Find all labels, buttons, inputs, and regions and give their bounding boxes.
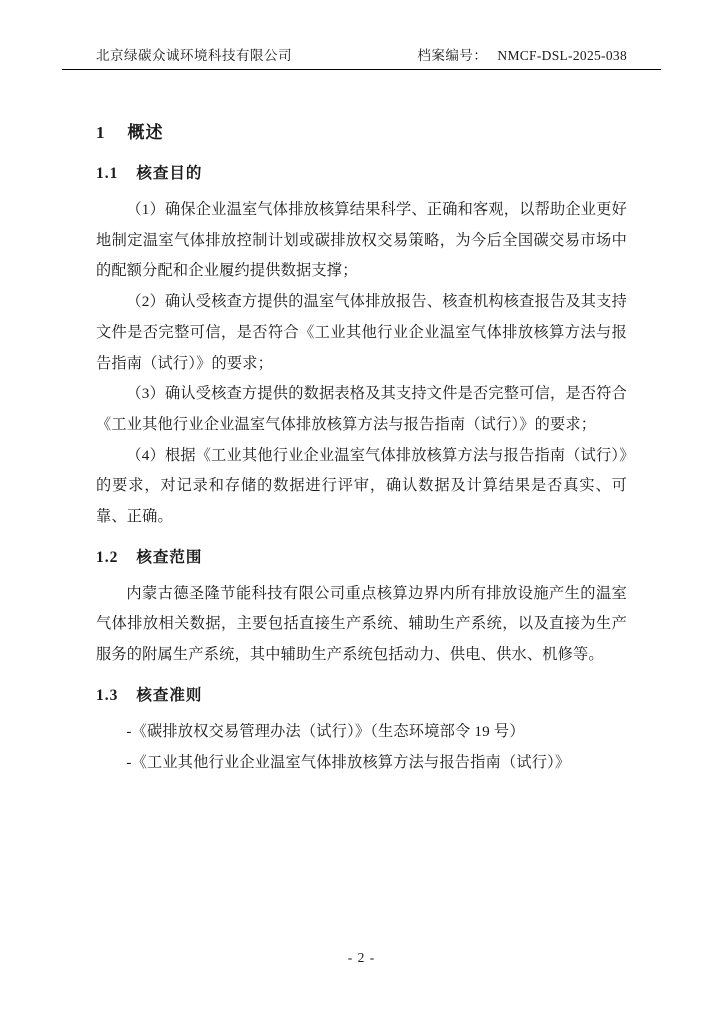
- paragraph: 内蒙古德圣隆节能科技有限公司重点核算边界内所有排放设施产生的温室气体排放相关数据，主要包括直接生产系统、辅助生产系统，以及直接为生产服务的附属生产系统，其中辅助生产系统包括动力、供电、供水、机修等。: [96, 584, 627, 664]
- paragraph: （3）确认受核查方提供的数据表格及其支持文件是否完整可信，是否符合《工业其他行业企业温室气体排放核算方法与报告指南（试行）》的要求；: [96, 385, 627, 433]
- list-item: -《碳排放权交易管理办法（试行）》（生态环境部令 19 号）: [126, 722, 525, 740]
- subsection-number: 1.2: [96, 548, 119, 566]
- section-number: 1: [96, 123, 106, 142]
- subsection-title: 核查范围: [136, 548, 203, 566]
- subsection-title: 核查目的: [136, 165, 203, 182]
- header-company-name: 北京绿碳众诚环境科技有限公司: [96, 48, 292, 63]
- paragraph: （4）根据《工业其他行业企业温室气体排放核算方法与报告指南（试行）》的要求，对记录和存储的数据进行评审，确认数据及计算结果是否真实、可靠、正确。: [96, 446, 627, 526]
- list-item: -《工业其他行业企业温室气体排放核算方法与报告指南（试行）》: [126, 753, 571, 771]
- header-archive: [417, 44, 627, 64]
- subsection-number: 1.3: [96, 686, 119, 704]
- archive-code: NMCF-DSL-2025-038: [497, 48, 627, 63]
- subsection-title: 核查准则: [136, 686, 203, 704]
- subsection-heading-1-3: [96, 683, 627, 705]
- subsection-heading-1-1: [96, 161, 627, 183]
- archive-label: 档案编号：: [417, 48, 488, 63]
- paragraph: （2）确认受核查方提供的温室气体排放报告、核查机构核查报告及其支持文件是否完整可信，是否符合《工业其他行业企业温室气体排放核算方法与报告指南（试行）》的要求；: [96, 293, 627, 372]
- section-heading-1: [96, 118, 627, 143]
- page-header: [62, 44, 661, 70]
- paragraph: （1）确保企业温室气体排放核算结果科学、正确和客观，以帮助企业更好地制定温室气体排放控制计划或碳排放权交易策略，为今后全国碳交易市场中的配额分配和企业履约提供数据支撑；: [96, 201, 627, 280]
- page-footer: - 2 -: [347, 950, 376, 965]
- subsection-heading-1-2: [96, 545, 627, 567]
- document-body: [62, 92, 661, 778]
- section-title: 概述: [127, 123, 164, 142]
- subsection-number: 1.1: [96, 165, 119, 182]
